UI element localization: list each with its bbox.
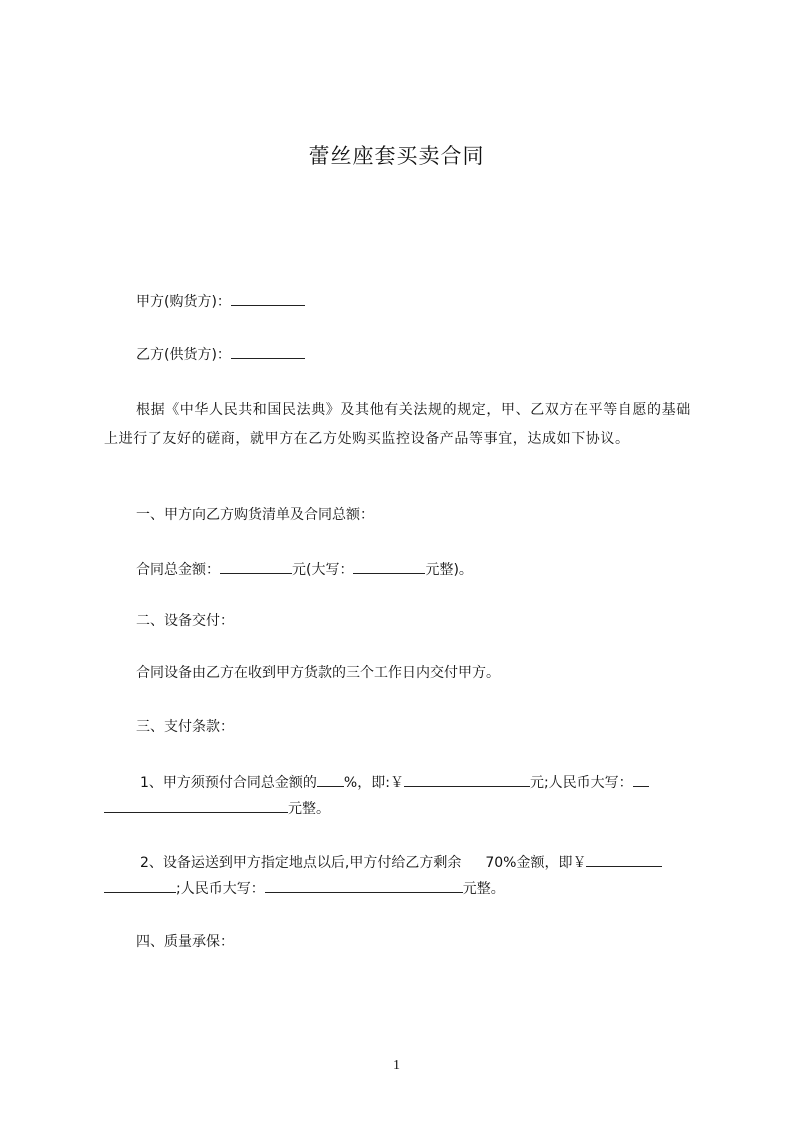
payment-1-percent: %，即:￥ xyxy=(343,775,404,791)
intro-paragraph: 根据《中华人民共和国民法典》及其他有关法规的规定，甲、乙双方在平等自愿的基础上进行了友好的磋商，就甲方在乙方处购买监控设备产品等事宜，达成如下协议。 xyxy=(104,402,691,447)
total-amount-unit: 元(大写： xyxy=(292,562,354,578)
payment-1-amount-blank xyxy=(404,771,530,787)
section-4-heading: 四、质量承保： xyxy=(136,934,234,950)
total-amount-line xyxy=(136,558,473,581)
page-number: 1 xyxy=(393,1058,400,1073)
payment-2-prefix: 2、设备运送到甲方指定地点以后,甲方付给乙方剩余 xyxy=(140,855,462,871)
payment-2-words-blank xyxy=(265,877,463,893)
document-title: 蕾丝座套买卖合同 xyxy=(308,144,485,168)
party-b-line xyxy=(136,343,305,366)
payment-2-line-2 xyxy=(104,877,505,900)
total-amount-words-blank xyxy=(353,558,425,574)
payment-1-line-1 xyxy=(140,771,649,794)
payment-1-mid: 元;人民币大写： xyxy=(529,775,633,791)
section-2-heading: 二、设备交付： xyxy=(136,613,234,629)
party-a-label: 甲方(购货方)： xyxy=(136,294,231,310)
party-b-label: 乙方(供货方)： xyxy=(136,347,231,363)
payment-1-line-2 xyxy=(104,797,330,820)
payment-1-percent-blank xyxy=(317,771,344,787)
delivery-text: 合同设备由乙方在收到甲方货款的三个工作日内交付甲方。 xyxy=(136,665,500,681)
payment-2-amount-blank-a xyxy=(586,851,662,867)
payment-2-end: 元整。 xyxy=(462,881,505,897)
payment-2-percent: 70%金额，即￥ xyxy=(485,855,587,871)
total-amount-label: 合同总金额： xyxy=(136,562,220,578)
payment-1-words-blank-b xyxy=(104,797,288,813)
payment-1-prefix: 1、甲方须预付合同总金额的 xyxy=(140,775,317,791)
section-3-heading: 三、支付条款： xyxy=(136,719,234,735)
total-amount-end: 元整)。 xyxy=(425,562,473,578)
total-amount-blank xyxy=(220,558,292,574)
party-a-blank xyxy=(231,290,305,306)
payment-2-mid: ;人民币大写： xyxy=(176,881,265,897)
party-a-line xyxy=(136,290,305,313)
payment-1-words-blank-a xyxy=(633,771,649,787)
payment-1-end: 元整。 xyxy=(288,801,330,817)
payment-2-line-1 xyxy=(140,851,662,874)
party-b-blank xyxy=(231,343,305,359)
section-1-heading: 一、甲方向乙方购货清单及合同总额： xyxy=(136,507,374,523)
payment-2-amount-blank-b xyxy=(104,877,176,893)
